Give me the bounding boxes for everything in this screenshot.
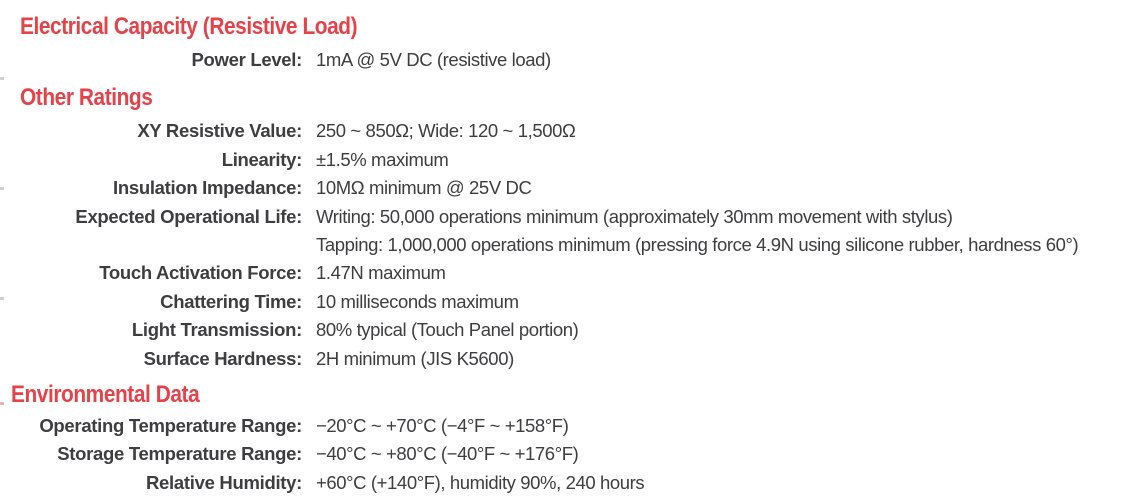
spec-label: Power Level:: [191, 49, 302, 70]
scan-artifact: [0, 402, 4, 405]
spec-value: −20°C ~ +70°C (−4°F ~ +158°F): [316, 415, 569, 437]
spec-label: Storage Temperature Range:: [57, 443, 302, 465]
scan-artifact: [0, 77, 4, 80]
section-rows: [0, 412, 1148, 497]
spec-value: 80% typical (Touch Panel portion): [316, 319, 579, 341]
scan-artifact: [0, 297, 4, 300]
spec-label: Operating Temperature Range:: [39, 415, 302, 437]
scan-artifact: [0, 187, 4, 190]
spec-value: 1mA @ 5V DC (resistive load): [316, 49, 551, 70]
section-rows: [0, 46, 1148, 74]
spec-row-expected-operational-life: [0, 203, 1148, 260]
spec-value: 10 milliseconds maximum: [316, 290, 519, 312]
spec-label: Surface Hardness:: [143, 347, 302, 369]
spec-label: Touch Activation Force:: [99, 262, 302, 284]
spec-label: Insulation Impedance:: [112, 177, 302, 199]
spec-label: Relative Humidity:: [146, 471, 302, 493]
spec-label: Chattering Time:: [160, 290, 302, 312]
section-environmental-data: [0, 382, 1148, 497]
spec-row-light-transmission: [0, 316, 1148, 344]
spec-value: ±1.5% maximum: [316, 148, 449, 170]
spec-row-touch-activation-force: [0, 259, 1148, 287]
spec-value: +60°C (+140°F), humidity 90%, 240 hours: [316, 471, 645, 493]
spec-row-relative-humidity: [0, 469, 1148, 497]
spec-row-surface-hardness: [0, 345, 1148, 373]
spec-value: 250 ~ 850Ω; Wide: 120 ~ 1,500Ω: [316, 120, 576, 142]
spec-row-xy-resistive-value: [0, 117, 1148, 145]
spec-value-line-writing: Writing: 50,000 operations minimum (approximately 30mm movement with stylus): [316, 205, 953, 227]
spec-value: [316, 203, 1078, 260]
section-rows: [0, 117, 1148, 373]
spec-label: XY Resistive Value:: [137, 120, 302, 142]
spec-value: 2H minimum (JIS K5600): [316, 347, 514, 369]
spec-row-storage-temperature-range: [0, 440, 1148, 468]
section-heading-electrical-capacity: Electrical Capacity (Resistive Load): [20, 13, 358, 40]
section-electrical-capacity: [0, 14, 1148, 74]
spec-value: 1.47N maximum: [316, 262, 446, 284]
spec-row-insulation-impedance: [0, 174, 1148, 202]
spec-value-line-tapping: Tapping: 1,000,000 operations minimum (pressing force 4.9N using silicone rubber, hardness 60°): [316, 234, 1079, 256]
spec-label: Expected Operational Life:: [75, 205, 302, 227]
spec-value: −40°C ~ +80°C (−40°F ~ +176°F): [316, 443, 579, 465]
spec-row-linearity: [0, 146, 1148, 174]
spec-row-chattering-time: [0, 288, 1148, 316]
spec-label: Light Transmission:: [131, 319, 302, 341]
spec-row-operating-temperature-range: [0, 412, 1148, 440]
section-other-ratings: [0, 85, 1148, 373]
spec-label: Linearity:: [221, 148, 302, 170]
spec-value: 10MΩ minimum @ 25V DC: [316, 177, 532, 199]
section-heading-environmental-data: Environmental Data: [11, 381, 200, 409]
section-heading-other-ratings: Other Ratings: [20, 84, 153, 112]
spec-row-power-level: [0, 46, 1148, 74]
